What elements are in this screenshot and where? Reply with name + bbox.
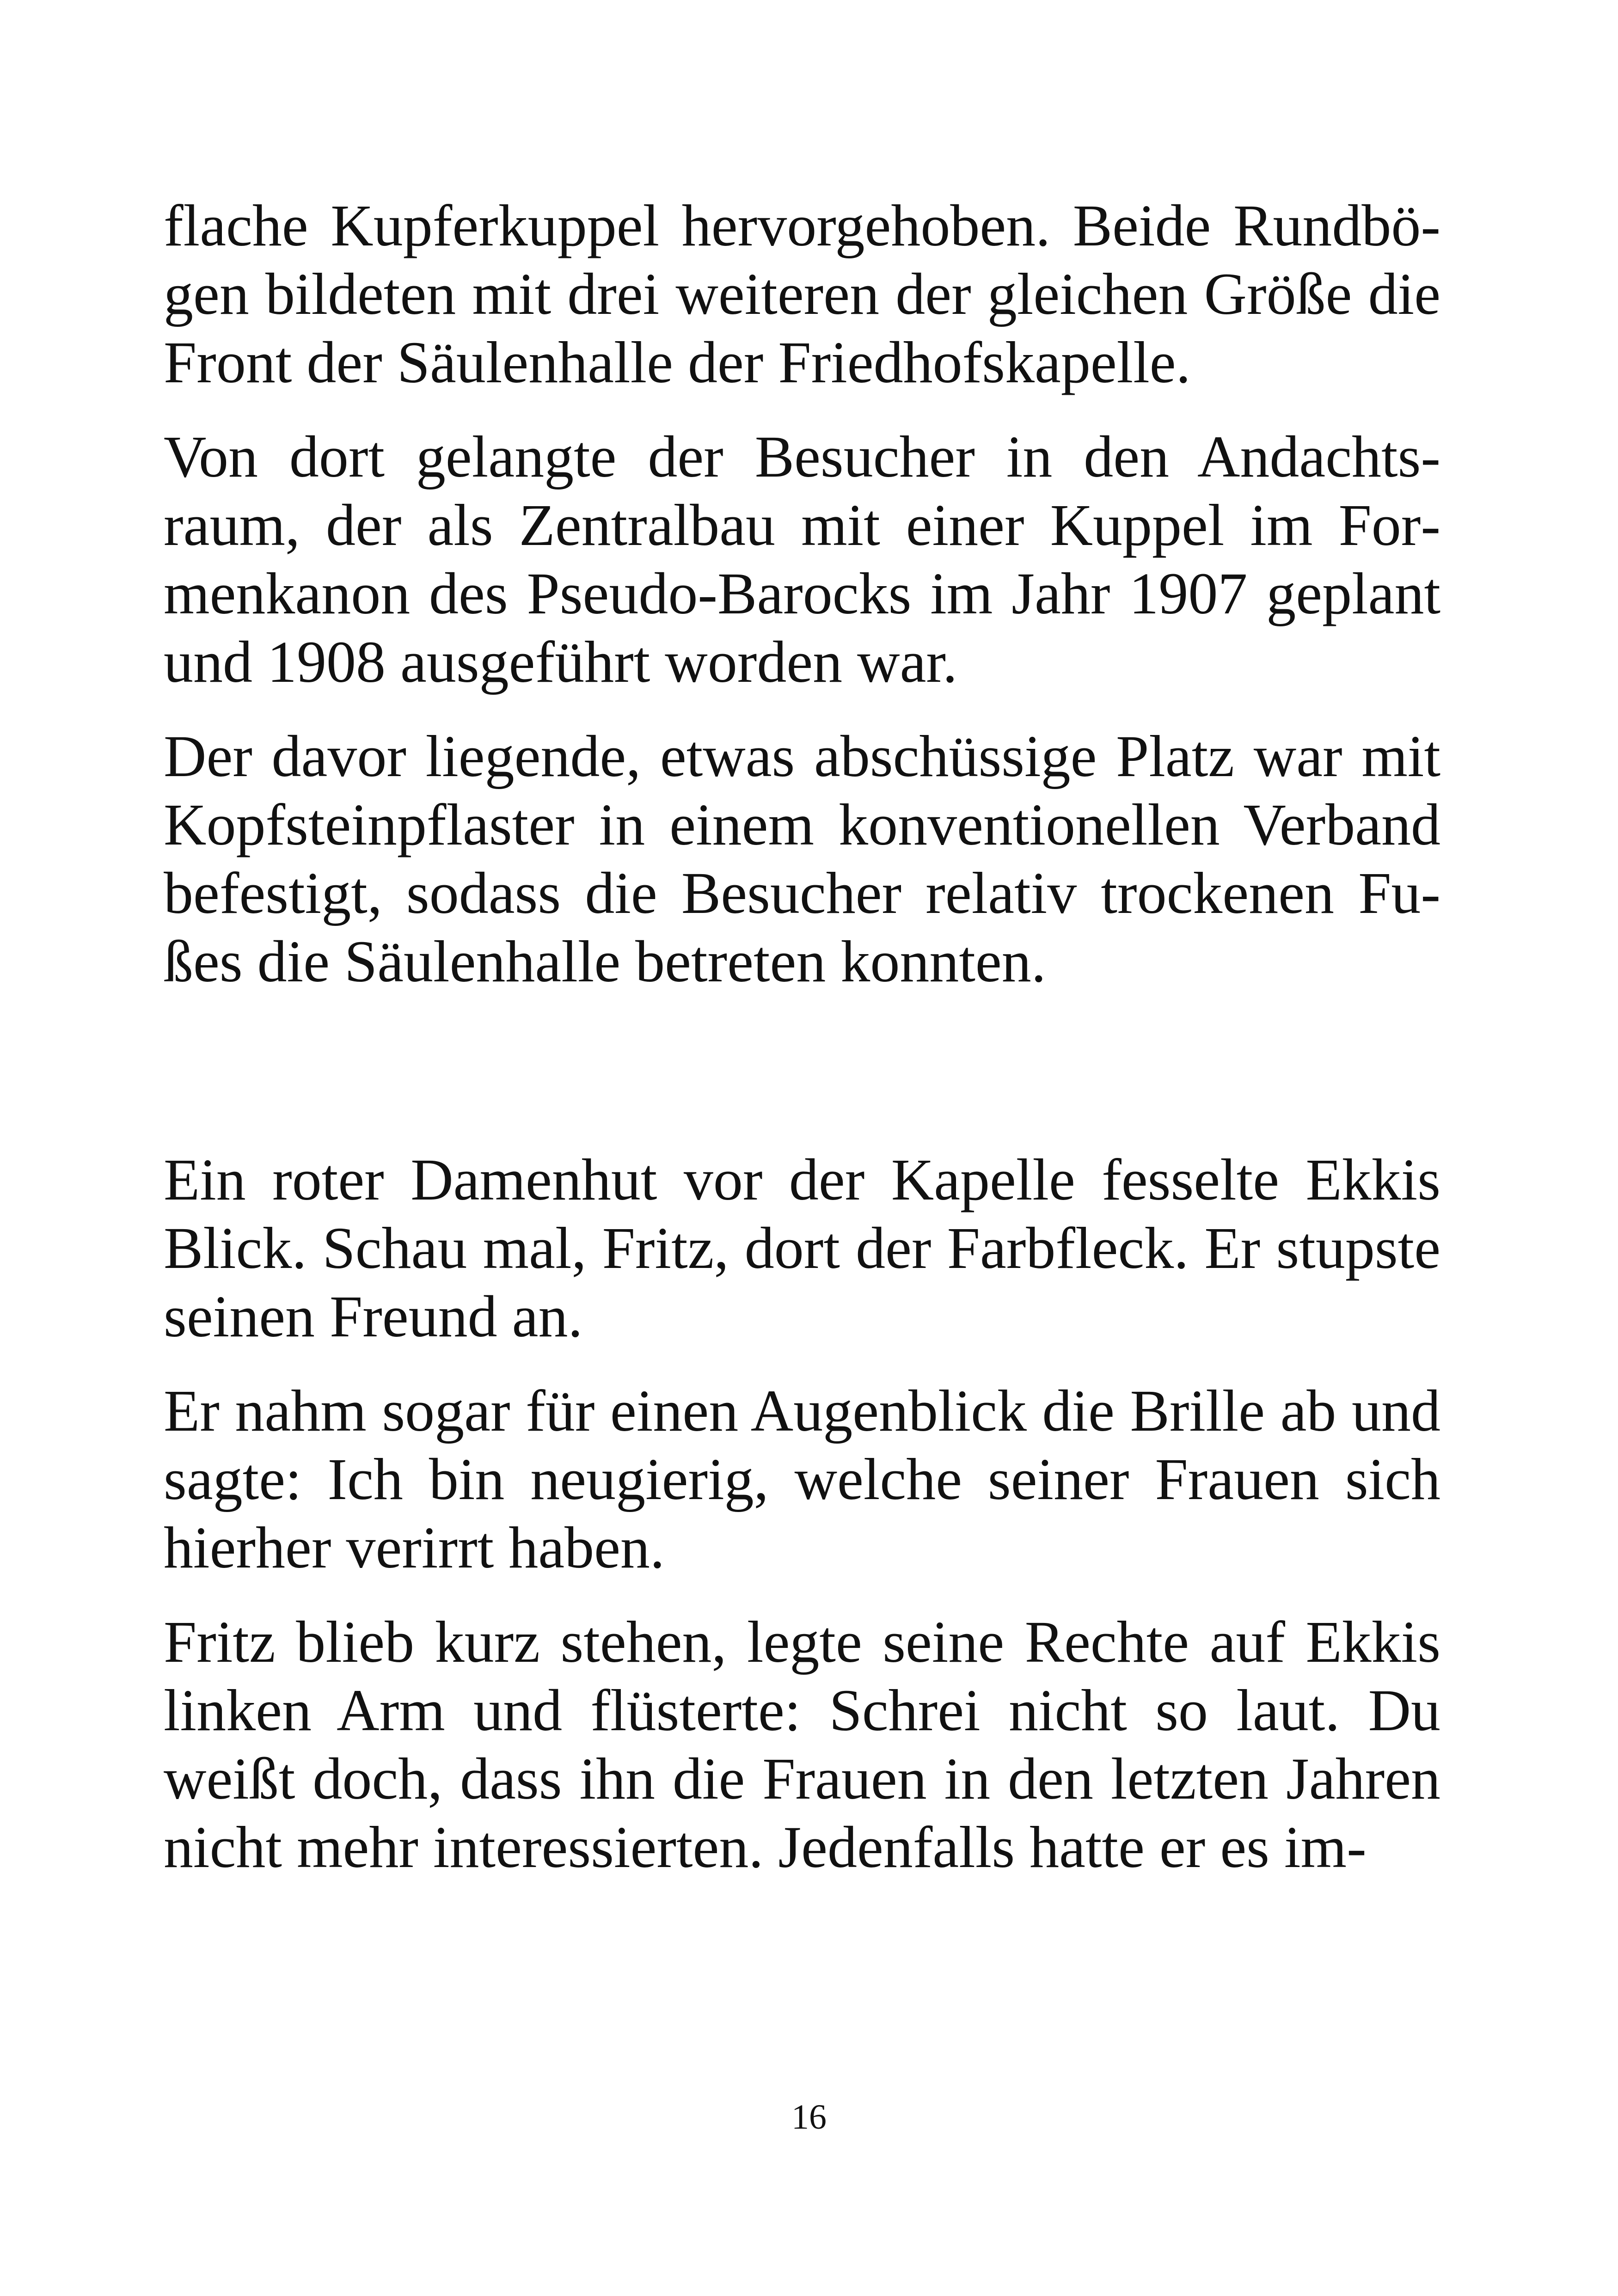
page-number: 16 (791, 2098, 827, 2137)
text-section-2 (164, 1145, 1440, 1907)
paragraph: Fritz blieb kurz stehen, legte seine Rechte auf Ekkis linken Arm und flüsterte: Schrei nicht so laut. Du weißt doch, dass ihn die Frauen in den letzten Jahren nicht mehr interessierten. Jedenfalls hatte er es im- (164, 1609, 1440, 1880)
text-section-1 (164, 191, 1440, 1022)
paragraph: flache Kupferkuppel hervorgehoben. Beide Rundbögen bildeten mit drei weiteren der gleichen Größe die Front der Säulenhalle der Friedhofskapelle. (164, 193, 1440, 395)
paragraph: Er nahm sogar für einen Augenblick die Brille ab und sagte: Ich bin neugierig, welche seiner Frauen sich hierher verirrt haben. (164, 1378, 1440, 1580)
paragraph: Der davor liegende, etwas abschüssige Platz war mit Kopfsteinpflaster in einem konventionellen Verband befestigt, sodass die Besucher relativ trockenen Fußes die Säulenhalle betreten konnten. (164, 723, 1440, 994)
paragraph: Von dort gelangte der Besucher in den Andachtsraum, der als Zentralbau mit einer Kuppel im Formenkanon des Pseudo-Barocks im Jahr 1907 geplant und 1908 ausgeführt worden war. (164, 424, 1440, 695)
paragraph: Ein roter Damenhut vor der Kapelle fesselte Ekkis Blick. Schau mal, Fritz, dort der Farbfleck. Er stupste seinen Freund an. (164, 1147, 1440, 1349)
